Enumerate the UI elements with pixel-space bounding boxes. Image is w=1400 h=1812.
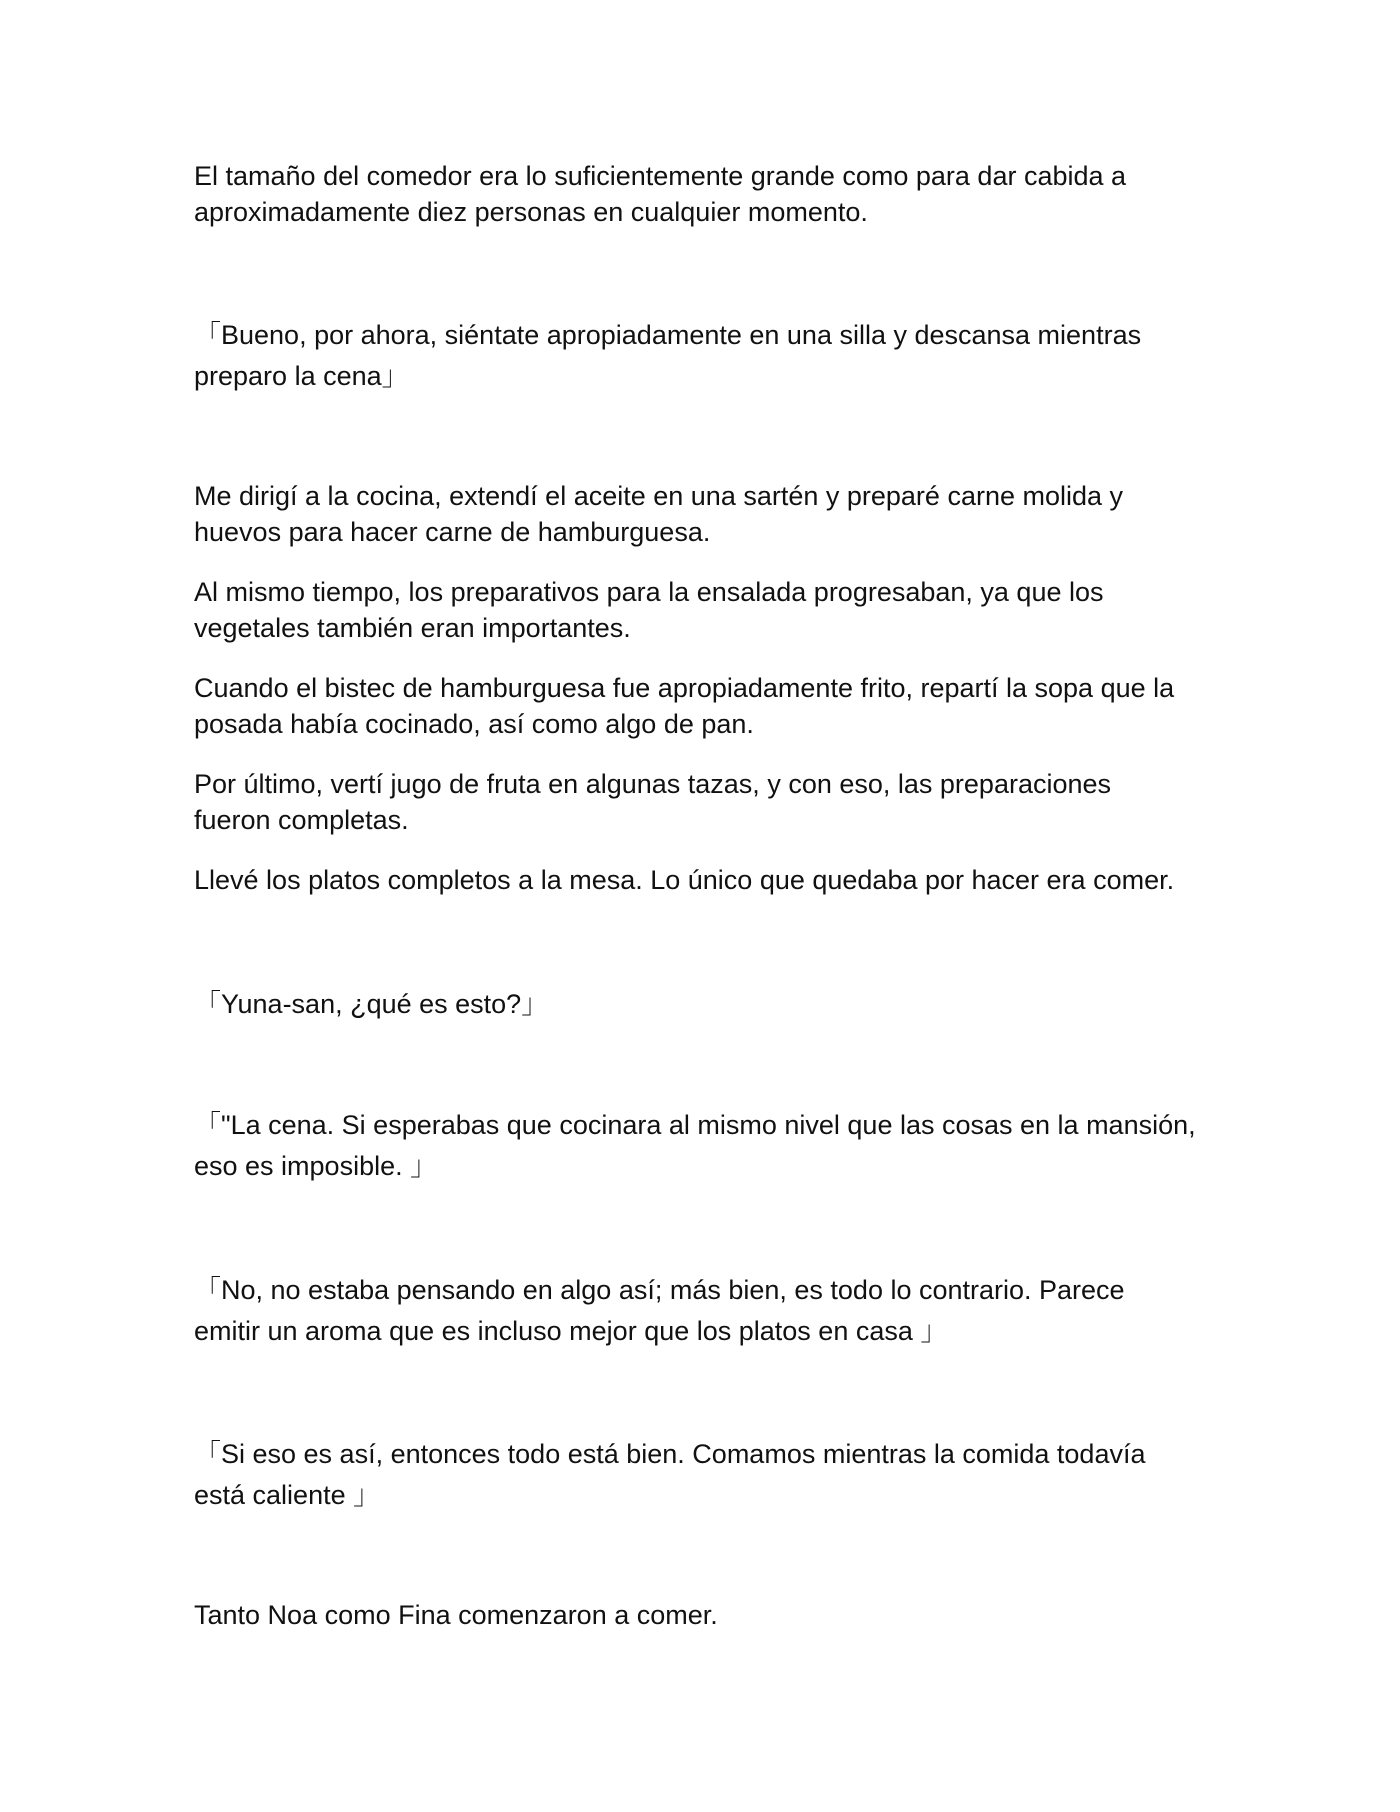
narration-paragraph-juice: Por último, vertí jugo de fruta en algunas tazas, y con eso, las preparaciones fueron completas. bbox=[194, 769, 1112, 835]
dialogue-paragraph-sit-down: 「Bueno, por ahora, siéntate apropiadamente en una silla y descansa mientras preparo la cena」 bbox=[194, 320, 1142, 391]
narration-paragraph-hamburger: Cuando el bistec de hamburguesa fue apropiadamente frito, repartí la sopa que la posada había cocinado, así como algo de pan. bbox=[194, 673, 1175, 739]
dialogue-paragraph-dinner: 「"La cena. Si esperabas que cocinara al mismo nivel que las cosas en la mansión, eso es imposible. 」 bbox=[194, 1110, 1196, 1181]
dialogue-paragraph-what-is-this: 「Yuna-san, ¿qué es esto?」 bbox=[194, 989, 549, 1019]
narration-paragraph-salad: Al mismo tiempo, los preparativos para la ensalada progresaban, ya que los vegetales también eran importantes. bbox=[194, 577, 1104, 643]
narration-paragraph-began-eating: Tanto Noa como Fina comenzaron a comer. bbox=[194, 1600, 718, 1630]
narration-paragraph-kitchen: Me dirigí a la cocina, extendí el aceite en una sartén y preparé carne molida y huevos para hacer carne de hamburguesa. bbox=[194, 481, 1124, 547]
narration-paragraph-table: Llevé los platos completos a la mesa. Lo único que quedaba por hacer era comer. bbox=[194, 865, 1175, 895]
dialogue-paragraph-aroma: 「No, no estaba pensando en algo así; más bien, es todo lo contrario. Parece emitir un aroma que es incluso mejor que los platos en casa 」 bbox=[194, 1275, 1125, 1346]
dialogue-paragraph-eat: 「Si eso es así, entonces todo está bien. Comamos mientras la comida todavía está caliente 」 bbox=[194, 1439, 1146, 1510]
narration-paragraph-dining-room: El tamaño del comedor era lo suficientemente grande como para dar cabida a aproximadamente diez personas en cualquier momento. bbox=[194, 161, 1127, 227]
